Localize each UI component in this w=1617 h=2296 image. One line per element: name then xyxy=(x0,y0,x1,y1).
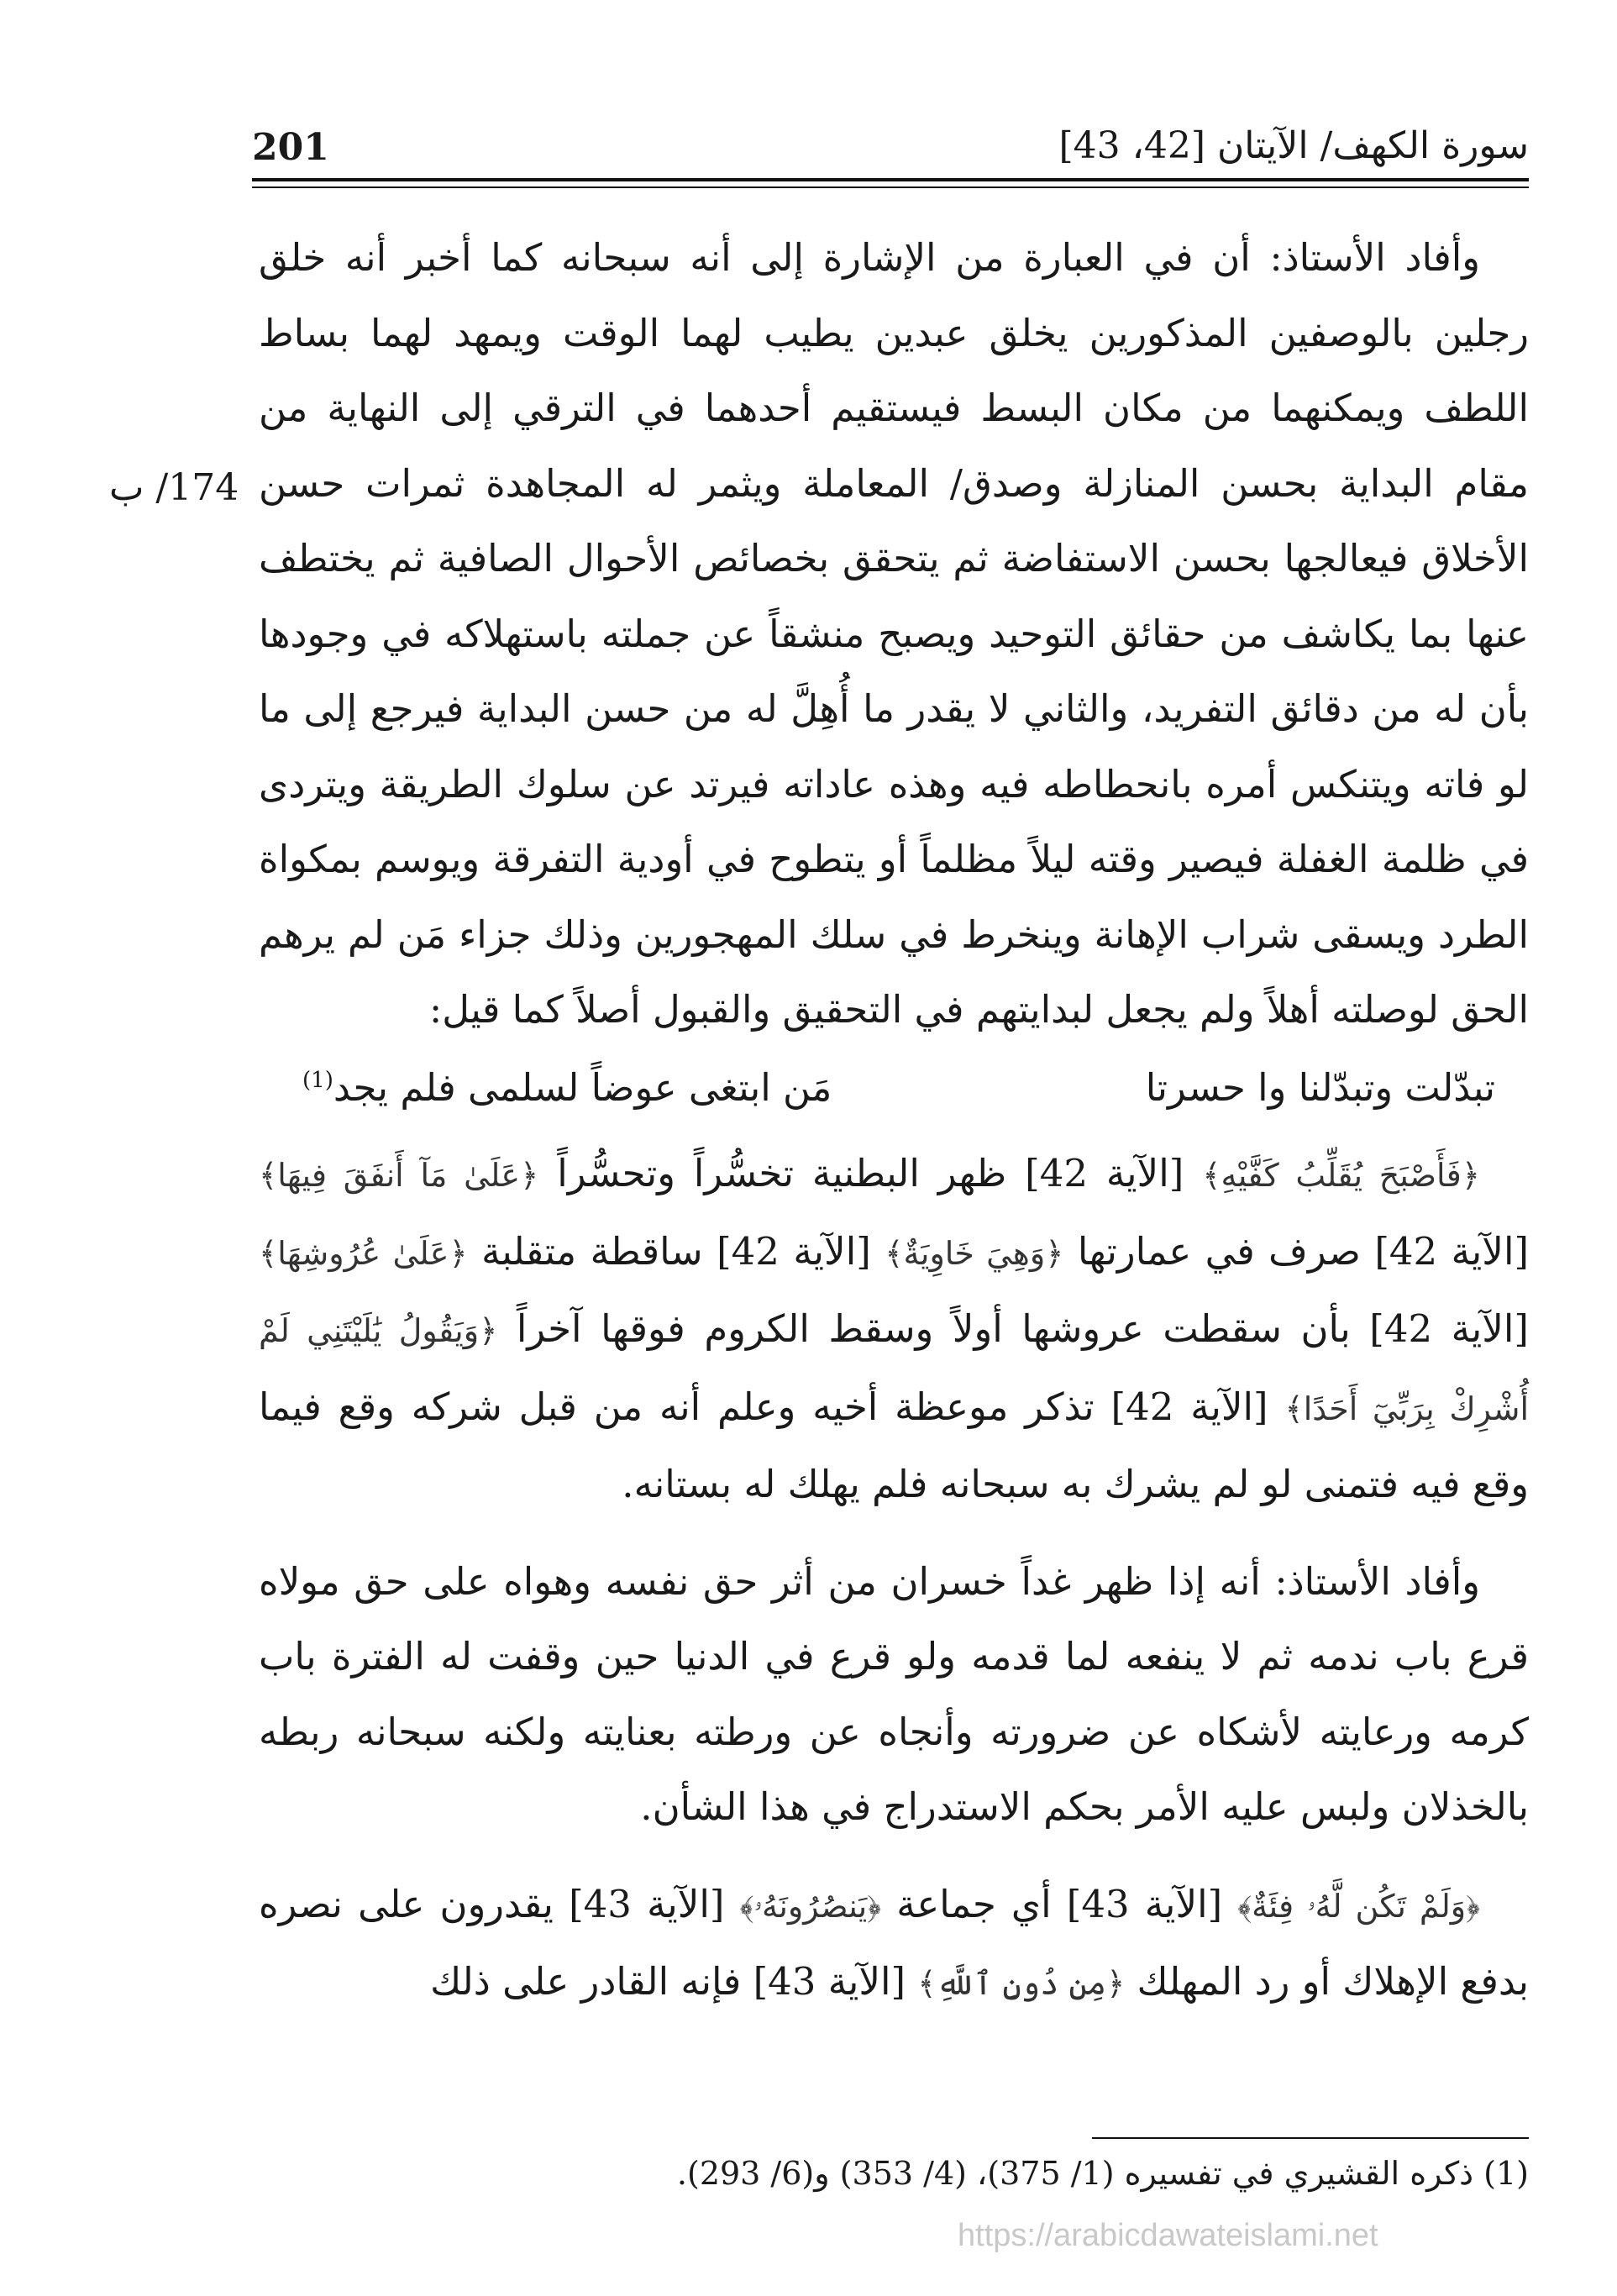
verse-second-hemistich-text: مَن ابتغى عوضاً لسلمى فلم يجد xyxy=(333,1065,832,1110)
header-rule-thick xyxy=(252,178,1529,181)
commentary: [الآية 43] أي جماعة xyxy=(881,1881,1238,1926)
quran-quote: ﴿وَلَمْ تَكُن لَّهُۥ فِئَةٌ﴾ xyxy=(1237,1887,1480,1925)
commentary: [الآية 42] تذكر موعظة أخيه وعلم أنه من قبل شركه وقع فيما وقع فيه فتمنى لو لم يشرك به سبحانه فلم يهلك له بستانه. xyxy=(259,1384,1529,1506)
quran-quote: ﴿عَلَىٰ مَآ أَنفَقَ فِيهَا﴾ xyxy=(259,1157,539,1194)
quran-quote: ﴿وَهِيَ خَاوِيَةٌ﴾ xyxy=(885,1234,1064,1272)
header-rule-thin xyxy=(252,187,1529,188)
footnote-marker: (1) xyxy=(302,1068,333,1093)
tafsir-paragraph-2 xyxy=(259,1867,1529,2022)
commentary: [الآية 42] ساقطة متقلبة xyxy=(467,1228,885,1274)
quran-quote: ﴿يَنصُرُونَهُۥ﴾ xyxy=(739,1887,882,1925)
page-number: 201 xyxy=(252,126,329,169)
verse-second-hemistich xyxy=(302,1065,832,1110)
quran-quote: ﴿عَلَىٰ عُرُوشِهَا﴾ xyxy=(259,1234,468,1272)
commentary: [الآية 43] فإنه القادر على ذلك xyxy=(430,1959,918,2004)
footnote: (1) ذكره القشيري في تفسيره (1/ 375)، (4/ 353) و(6/ 293). xyxy=(676,2155,1529,2192)
paragraph-1: وأفاد الأستاذ: أن في العبارة من الإشارة إلى أنه سبحانه كما أخبر أنه خلق رجلين بالوصفين المذكورين يخلق عبدين يطيب لهما الوقت ويمهد لهما بساط اللطف ويمكنهما من مكان البسط فيستقيم أحدهما في الترقي إلى النهاية من مقام البداية بحسن المنازلة وصدق/ المعاملة ويثمر له المجاهدة ثمرات حسن الأخلاق فيعالجها بحسن الاستفاضة ثم يتحقق بخصائص الأحوال الصافية ثم يختطف عنها بما يكاشف من حقائق التوحيد ويصبح منشقاً عن جملته باستهلاكه في وجودها بأن له من دقائق التفريد، والثاني لا يقدر ما أُهِلَّ له من حسن البداية فيرجع إلى ما لو فاته ويتنكس أمره بانحطاطه فيه وهذه عاداته فيرتد عن سلوك الطريقة ويتردى في ظلمة الغفلة فيصير وقته ليلاً مظلماً أو يتطوح في أودية التفرقة ويوسم بمكواة الطرد ويسقى شراب الإهانة وينخرط في سلك المهجورين وذلك جزاء مَن لم يرهم الحق لوصلته أهلاً ولم يجعل لبدايتهم في التحقيق والقبول أصلاً كما قيل: xyxy=(259,235,1529,1032)
paragraph-2: وأفاد الأستاذ: أنه إذا ظهر غداً خسران من أثر حق نفسه وهواه على حق مولاه قرع باب ندمه ثم لا ينفعه لما قدمه ولو قرع في الدنيا حين وقفت له الفترة باب كرمه ورعايته لأشكاه عن ضرورته وأنجاه عن ورطته بعنايته ولكنه سبحانه ربطه بالخذلان ولبس عليه الأمر بحكم الاستدراج في هذا الشأن. xyxy=(259,1558,1529,1829)
verse-first-hemistich xyxy=(1146,1065,1495,1110)
commentary: [الآية 42] ظهر البطنية تخسُّراً وتحسُّراً xyxy=(538,1151,1203,1195)
tafsir-paragraph-1 xyxy=(259,1136,1529,1522)
quran-quote: ﴿مِن دُونِ ٱللَّهِ﴾ xyxy=(917,1965,1126,2002)
tafsir-block-1 xyxy=(259,1136,1529,2022)
quran-quote: ﴿فَأَصْبَحَ يُقَلِّبُ كَفَّيْهِ﴾ xyxy=(1202,1157,1480,1194)
verse-first-hemistich-text: تبدّلت وتبدّلنا وا حسرتا xyxy=(1145,1065,1495,1110)
commentary: [الآية 42] صرف في عمارتها xyxy=(1063,1228,1530,1274)
commentary: [الآية 42] بأن سقطت عروشها أولاً وسقط الكروم فوقها آخراً xyxy=(497,1306,1529,1351)
quran-quote: ﴿وَيَقُولُ يَٰلَيْتَنِي لَمْ أُشْرِكْ بِرَبِّيٓ أَحَدًا﴾ xyxy=(259,1312,1530,1427)
page-header xyxy=(252,124,1529,185)
main-text xyxy=(259,220,1529,1048)
surah-title: سورة الكهف/ الآيتان [42، 43] xyxy=(1058,124,1529,167)
footnote-rule xyxy=(1092,2137,1529,2139)
source-watermark: https://arabicdawateislami.net xyxy=(958,2218,1378,2253)
manuscript-folio-note: 174/ ب xyxy=(109,466,239,509)
commentary: [الآية 43] يقدرون على نصره بدفع الإهلاك أو رد المهلك xyxy=(259,1881,1529,2004)
